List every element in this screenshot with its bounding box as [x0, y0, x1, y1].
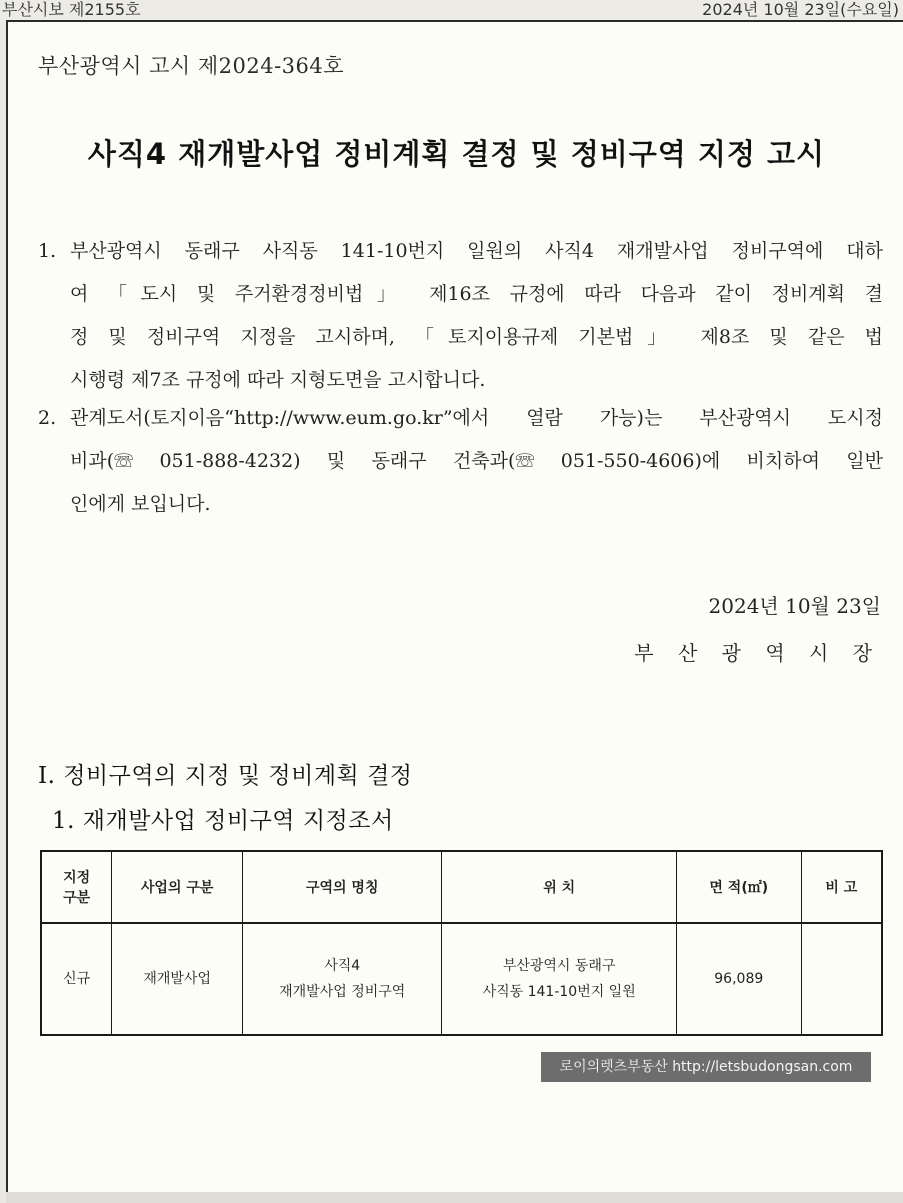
issuer-signature: 부 산 광 역 시 장: [634, 641, 881, 665]
header-project-type: 사업의 구분: [112, 851, 243, 923]
cell-designation-type: 신규: [41, 923, 112, 1035]
item-line: 비과(☏ 051-888-4232) 및 동래구 건축과(☏ 051-550-4606)에 비치하여 일반: [70, 450, 883, 472]
header-area: 면 적(㎡): [676, 851, 801, 923]
table-row: [41, 923, 882, 1035]
subsection-heading: 1. 재개발사업 정비구역 지정조서: [52, 808, 394, 834]
cell-zone-name: 사직4 재개발사업 정비구역: [242, 923, 441, 1035]
item-line: 시행령 제7조 규정에 따라 지형도면을 고시합니다.: [70, 369, 486, 391]
section-heading: I. 정비구역의 지정 및 정비계획 결정: [38, 763, 413, 789]
cell-area: 96,089: [676, 923, 801, 1035]
designation-table: [40, 850, 883, 1036]
notice-item-1: [38, 230, 883, 402]
item-line: 정 및 정비구역 지정을 고시하며, 「토지이용규제 기본법」 제8조 및 같은 법: [70, 326, 883, 348]
header-designation-type: [41, 851, 112, 923]
header-location: 위 치: [442, 851, 676, 923]
notice-date: 2024년 10월 23일: [708, 594, 881, 618]
cell-location: 부산광역시 동래구 사직동 141-10번지 일원: [442, 923, 676, 1035]
notice-number: 부산광역시 고시 제2024-364호: [38, 54, 345, 78]
item-line: 관계도서(토지이음“http://www.eum.go.kr”에서 열람 가능)는 부산광역시 도시정: [70, 407, 883, 429]
header-remarks: 비 고: [801, 851, 882, 923]
page-edge-shadow: [6, 1192, 903, 1203]
document-page: [6, 20, 903, 1203]
item-number: 2.: [38, 407, 57, 429]
item-line: 인에게 보입니다.: [70, 493, 211, 515]
gazette-header: [0, 0, 903, 22]
item-number: 1.: [38, 240, 57, 262]
cell-remarks: [801, 923, 882, 1035]
item-line: 부산광역시 동래구 사직동 141-10번지 일원의 사직4 재개발사업 정비구역에 대하: [70, 240, 883, 262]
site-watermark: 로이의렛츠부동산 http://letsbudongsan.com: [541, 1052, 871, 1082]
header-zone-name: 구역의 명칭: [242, 851, 441, 923]
item-line: 여 「도시 및 주거환경정비법」 제16조 규정에 따라 다음과 같이 정비계획 결: [70, 283, 883, 305]
gazette-date: 2024년 10월 23일(수요일): [702, 0, 899, 19]
notice-title: 사직4 재개발사업 정비계획 결정 및 정비구역 지정 고시: [87, 137, 826, 171]
header-text: 지정 구분: [63, 870, 91, 906]
notice-item-2: [38, 397, 883, 526]
cell-project-type: 재개발사업: [112, 923, 243, 1035]
gazette-issue: 부산시보 제2155호: [2, 0, 141, 19]
table-header-row: [41, 851, 882, 923]
